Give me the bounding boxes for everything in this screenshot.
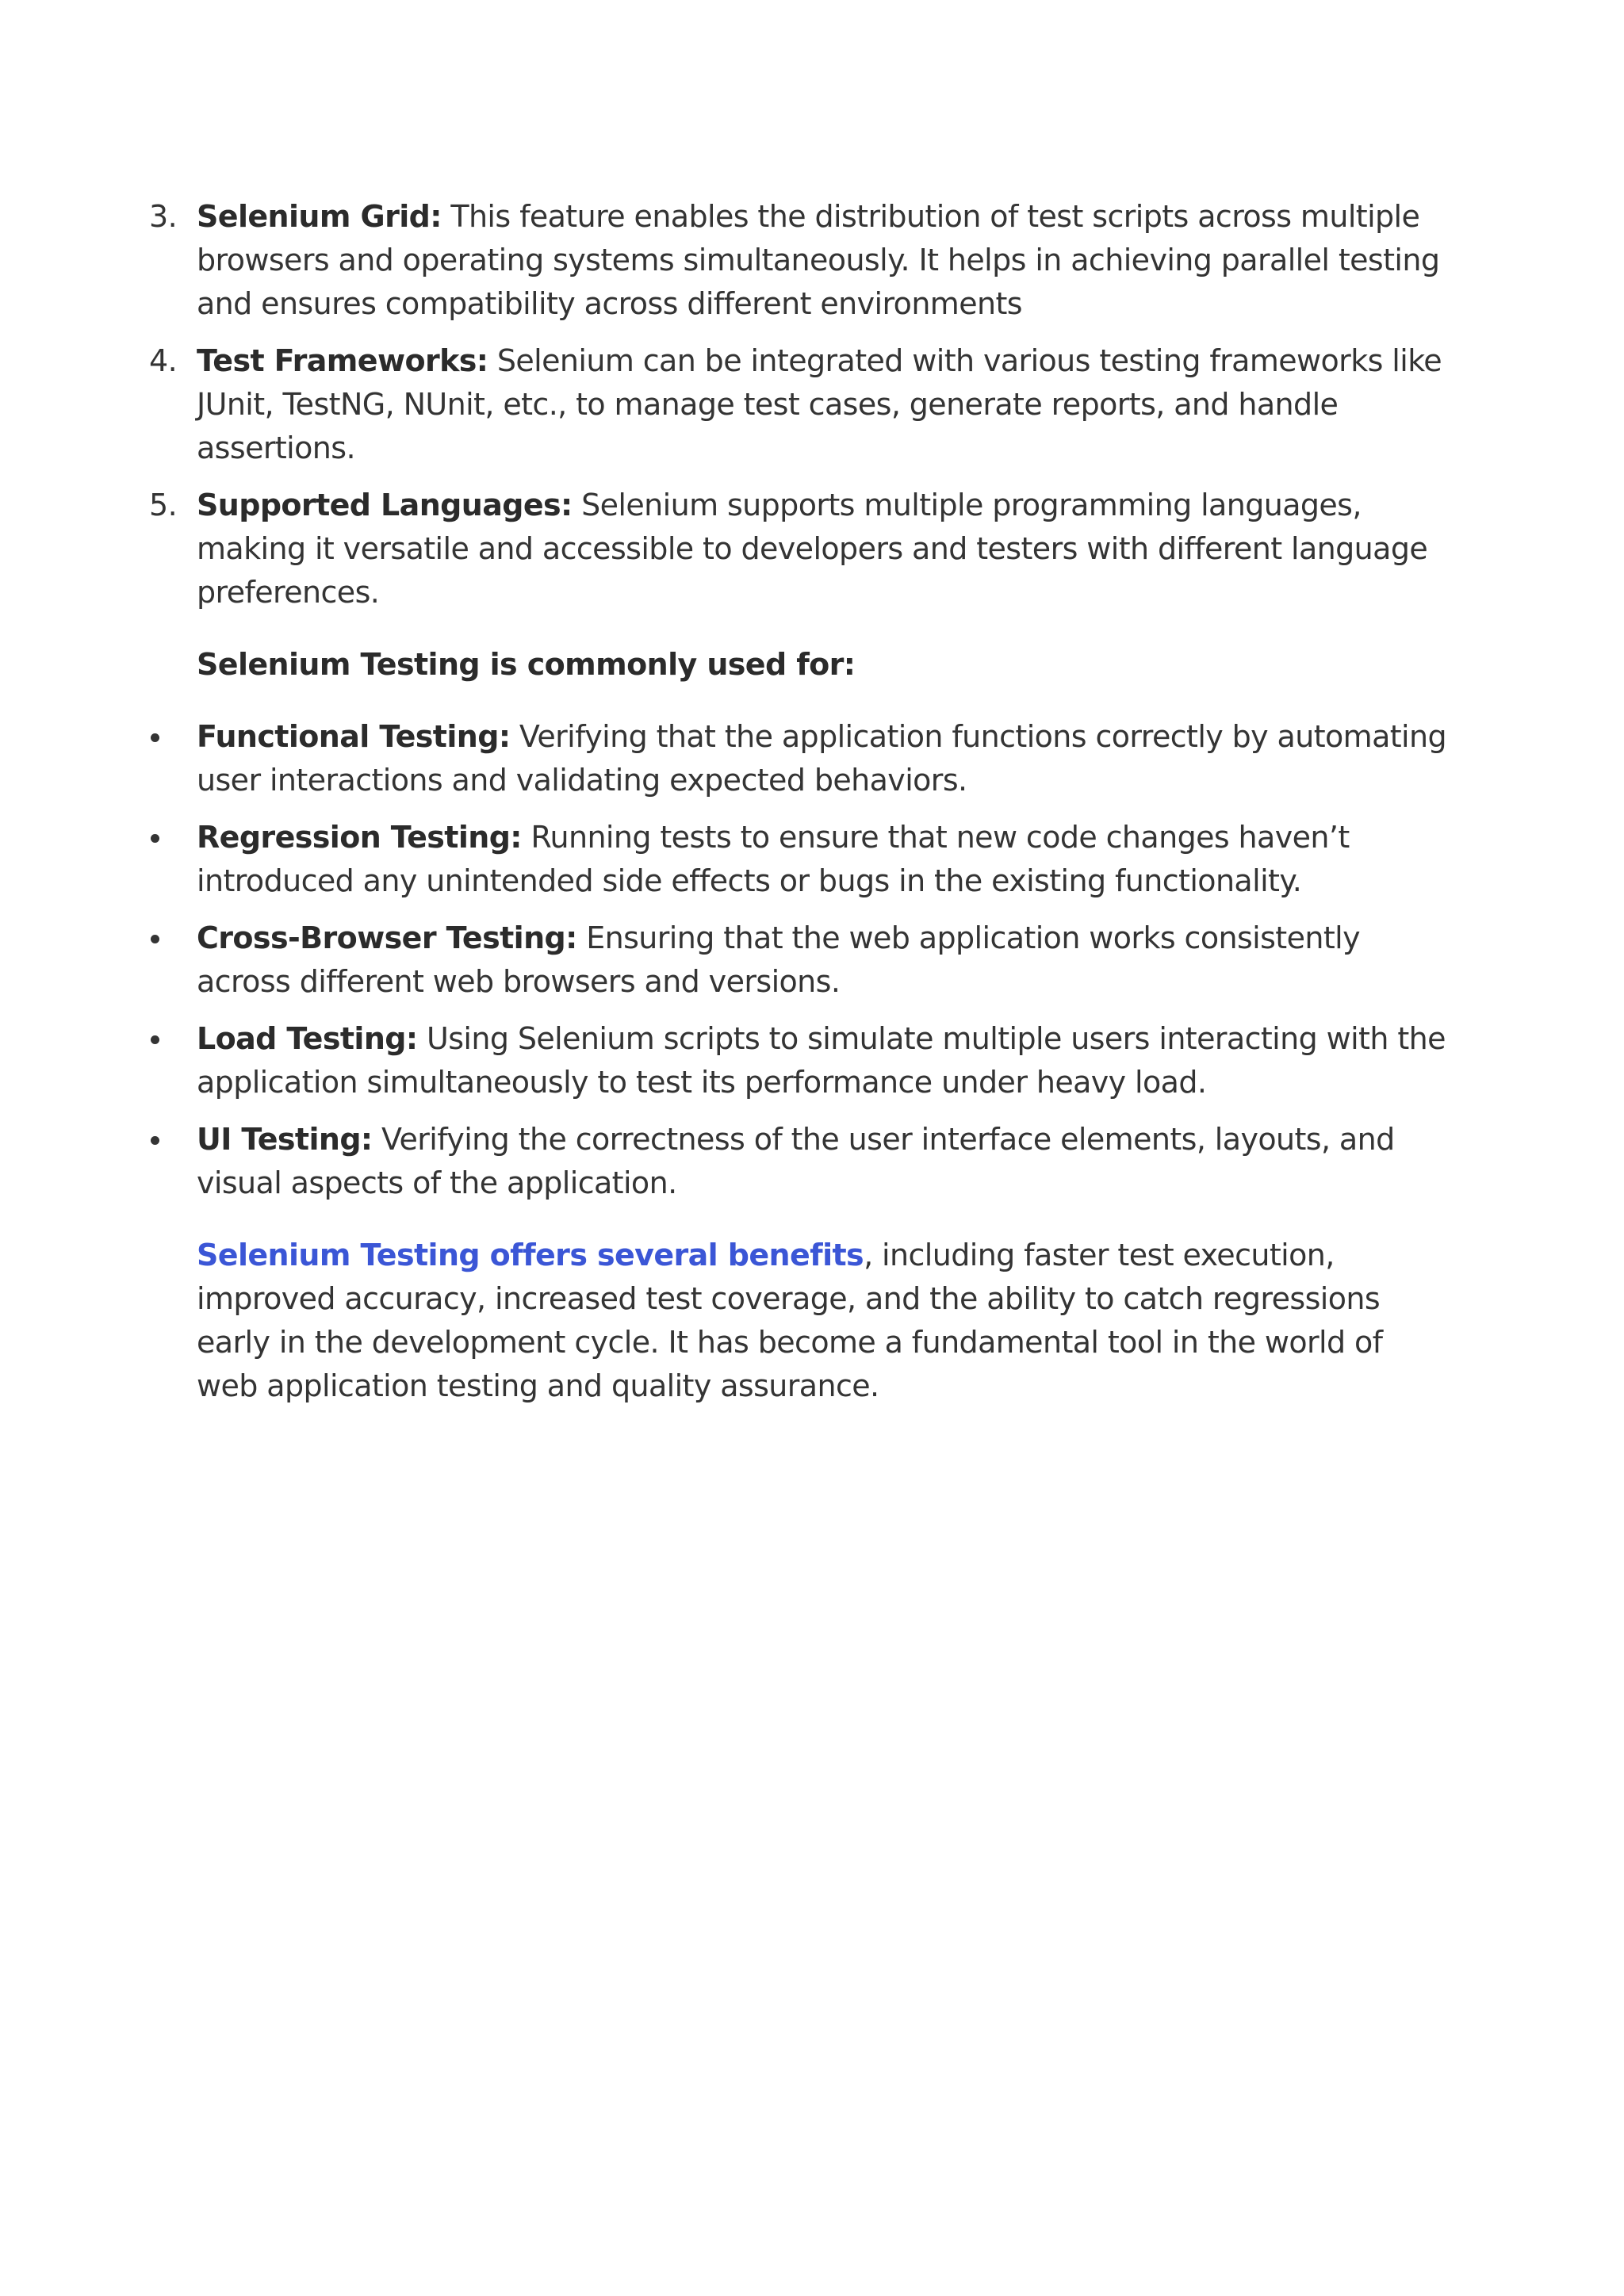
list-term: Functional Testing: (197, 719, 511, 754)
list-number: 5. (149, 488, 178, 522)
list-text: Ensuring that the web application works consistently across different web browsers and versions. (197, 920, 1361, 999)
benefits-link[interactable]: Selenium Testing offers several benefits (197, 1238, 864, 1272)
section-subheading: Selenium Testing is commonly used for: (197, 647, 856, 682)
list-item (149, 816, 1450, 903)
list-number: 3. (149, 199, 178, 234)
list-term: Cross-Browser Testing: (197, 920, 577, 955)
list-item (149, 484, 1450, 614)
list-item (149, 195, 1450, 326)
bullet-icon (151, 1136, 159, 1145)
list-term: UI Testing: (197, 1122, 373, 1157)
list-term: Supported Languages: (197, 488, 573, 522)
closing-text: , including faster test execution, improved accuracy, increased test coverage, and the ability to catch regressions early in the development cycle. It has become a fundamental tool in the world of web application testing and quality assurance. (197, 1238, 1383, 1403)
list-term: Selenium Grid: (197, 199, 442, 234)
list-text: Using Selenium scripts to simulate multiple users interacting with the application simultaneously to test its performance under heavy load. (197, 1021, 1446, 1100)
list-text: Running tests to ensure that new code changes haven’t introduced any unintended side effects or bugs in the existing functionality. (197, 820, 1350, 898)
list-term: Test Frameworks: (197, 343, 488, 378)
bullet-icon (151, 1035, 159, 1044)
list-text: Selenium can be integrated with various testing frameworks like JUnit, TestNG, NUnit, etc., to manage test cases, generate reports, and handle assertions. (197, 343, 1442, 465)
list-text: Verifying the correctness of the user interface elements, layouts, and visual aspects of the application. (197, 1122, 1395, 1200)
list-text: This feature enables the distribution of test scripts across multiple browsers and operating systems simultaneously. It helps in achieving parallel testing and ensures compatibility across different environments (197, 199, 1440, 321)
bullet-icon (151, 935, 159, 943)
list-item (149, 715, 1450, 802)
list-item (149, 339, 1450, 470)
list-item (149, 1118, 1450, 1205)
list-number: 4. (149, 343, 178, 378)
list-text: Selenium supports multiple programming languages, making it versatile and accessible to developers and testers with different language preferences. (197, 488, 1428, 610)
list-term: Regression Testing: (197, 820, 522, 855)
bullet-icon (151, 733, 159, 742)
numbered-list (149, 195, 1450, 614)
bullet-icon (151, 834, 159, 843)
bullet-list (149, 715, 1450, 1205)
list-text: Verifying that the application functions correctly by automating user interactions and validating expected behaviors. (197, 719, 1447, 798)
list-term: Load Testing: (197, 1021, 418, 1056)
list-item (149, 916, 1450, 1004)
list-item (149, 1017, 1450, 1104)
document-content (149, 195, 1450, 1408)
closing-paragraph (197, 1234, 1450, 1408)
